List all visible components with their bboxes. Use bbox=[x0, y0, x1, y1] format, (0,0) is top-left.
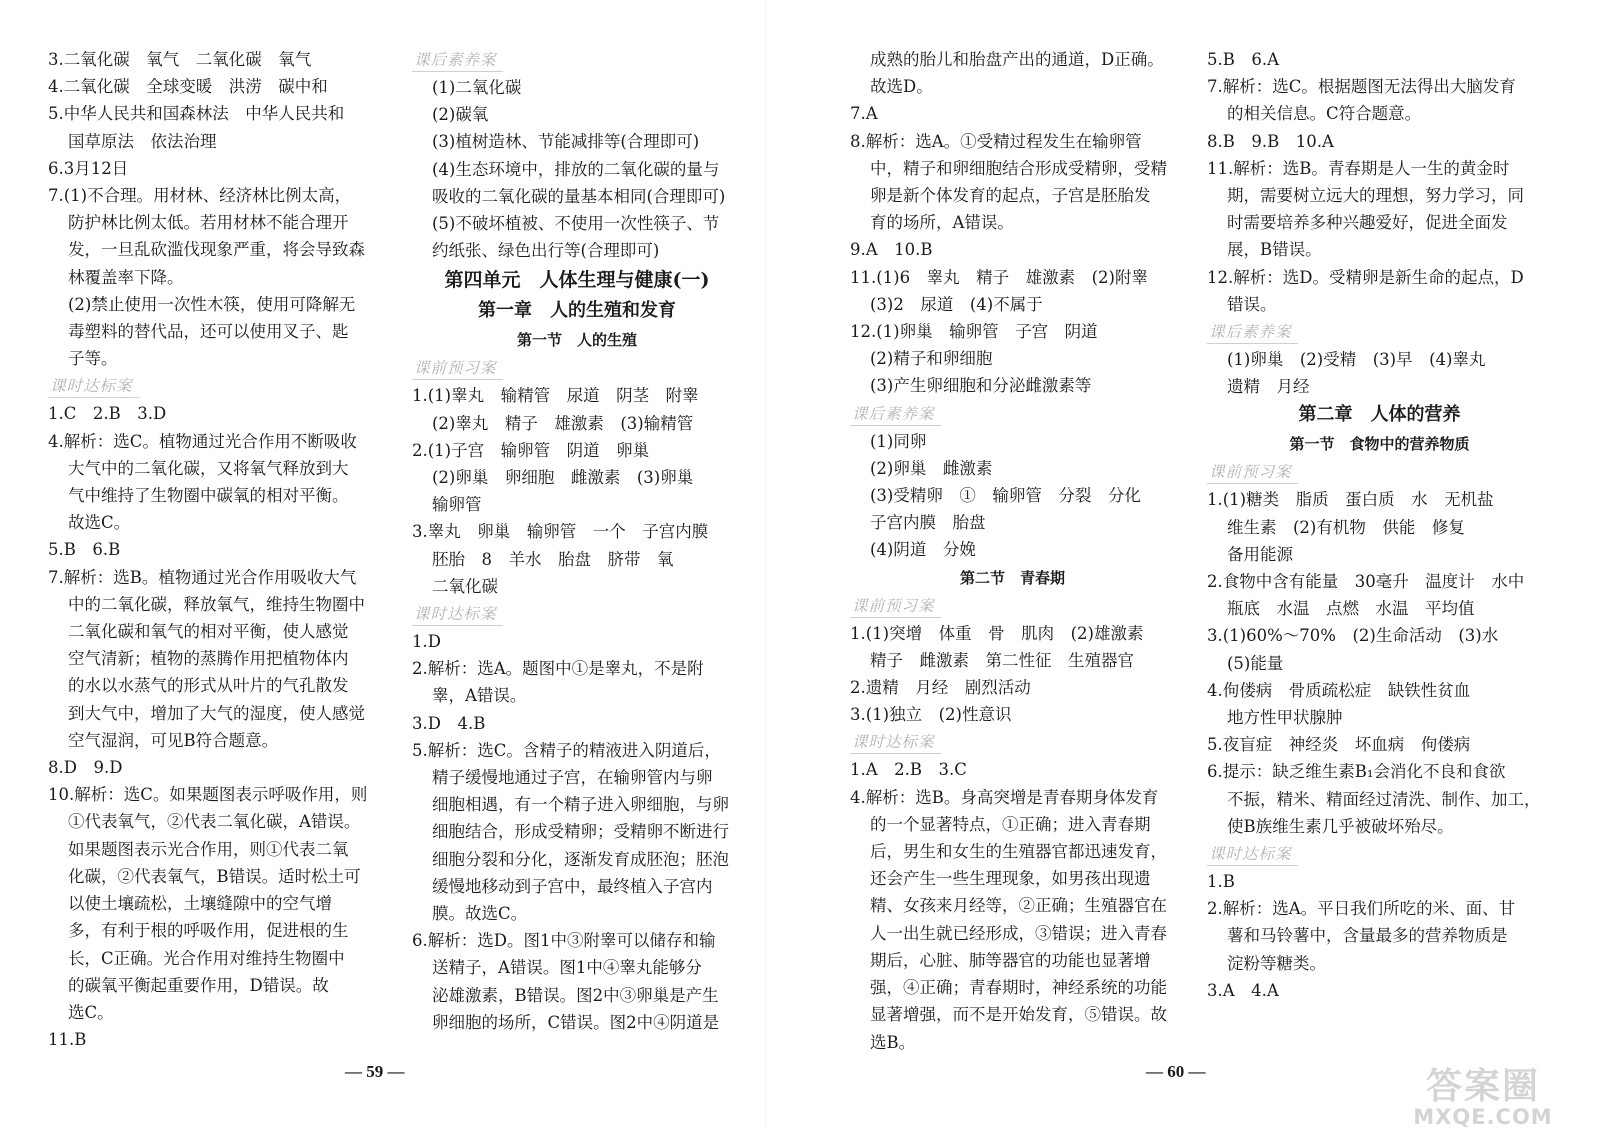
answer-line: 送精子，A错误。图1中④睾丸能够分 bbox=[432, 958, 702, 978]
section-tag-line bbox=[412, 354, 742, 382]
answer-line: 11.(1)6 睾丸 精子 雄激素 (2)附睾 bbox=[850, 267, 1148, 287]
answer-line: 以使土壤疏松，土壤缝隙中的空气增 bbox=[68, 894, 332, 914]
section-tag-line bbox=[1207, 840, 1552, 868]
answer-line: (5)不破坏植被、不使用一次性筷子、节 bbox=[432, 214, 720, 234]
answer-line: 3.(1)独立 (2)性意识 bbox=[850, 705, 1012, 725]
answer-line: 维生素 (2)有机物 供能 修复 bbox=[1227, 517, 1465, 537]
answer-line: 6.解析：选D。图1中③附睾可以储存和输 bbox=[412, 931, 716, 951]
answer-line: 8.解析：选A。①受精过程发生在输卵管 bbox=[850, 131, 1142, 151]
section-tag-line bbox=[850, 728, 1175, 756]
answer-line: 输卵管 bbox=[432, 495, 482, 515]
answer-line: 展，B错误。 bbox=[1227, 240, 1322, 260]
section-tag-line bbox=[48, 372, 393, 400]
answer-line: 精、女孩来月经等，②正确；生殖器官在 bbox=[870, 896, 1167, 916]
answer-line: 5.中华人民共和国森林法 中华人民共和 bbox=[48, 104, 345, 124]
section-tag: 课时达标案 bbox=[48, 376, 139, 398]
answer-line: (3)2 尿道 (4)不属于 bbox=[870, 294, 1043, 314]
answer-line: 化碳，②代表氧气，B错误。适时松土可 bbox=[68, 866, 361, 886]
answer-line: 成熟的胎儿和胎盘产出的通道，D正确。 bbox=[870, 50, 1164, 69]
answer-line: 的一个显著特点，①正确；进入青春期 bbox=[870, 814, 1151, 834]
answer-line: (2)碳氧 bbox=[432, 105, 489, 125]
answer-line: (4)生态环境中，排放的二氧化碳的量与 bbox=[432, 159, 720, 179]
answer-line: 12.(1)卵巢 输卵管 子宫 阴道 bbox=[850, 322, 1098, 342]
left-page-column-2 bbox=[412, 46, 742, 1036]
answer-line: 7.解析：选C。根据题图无法得出大脑发育 bbox=[1207, 77, 1516, 97]
answer-line: 4.佝偻病 骨质疏松症 缺铁性贫血 bbox=[1207, 680, 1471, 700]
right-page-column-2 bbox=[1207, 46, 1552, 1004]
section-tag: 课后素养案 bbox=[412, 50, 503, 72]
answer-line: 1.(1)睾丸 输精管 尿道 阴茎 附睾 bbox=[412, 386, 699, 406]
answer-line: 后，男生和女生的生殖器官都迅速发育， bbox=[870, 842, 1167, 862]
answer-line: 7.(1)不合理。用材林、经济林比例太高， bbox=[48, 186, 352, 206]
section-heading: 第二节 青春期 bbox=[959, 568, 1065, 587]
answer-line: 2.食物中含有能量 30毫升 温度计 水中 bbox=[1207, 572, 1525, 592]
answer-line: 的相关信息。C符合题意。 bbox=[1227, 104, 1422, 124]
answer-line: 国草原法 依法治理 bbox=[68, 131, 217, 151]
answer-line: (2)卵巢 雌激素 bbox=[870, 458, 993, 478]
answer-line: 选C。 bbox=[68, 1002, 114, 1022]
answer-line: 二氧化碳和氧气的相对平衡，使人感觉 bbox=[68, 622, 349, 642]
answer-line: 薯和马铃薯中，含量最多的营养物质是 bbox=[1227, 926, 1508, 946]
section-heading: 第一节 食物中的营养物质 bbox=[1289, 435, 1470, 454]
answer-line: 淀粉等糖类。 bbox=[1227, 953, 1326, 973]
answer-line: (2)卵巢 卵细胞 雌激素 (3)卵巢 bbox=[432, 468, 694, 488]
answer-line: ①代表氧气，②代表二氧化碳，A错误。 bbox=[68, 812, 361, 832]
answer-line: 12.解析：选D。受精卵是新生命的起点，D bbox=[1207, 267, 1524, 287]
section-tag-line bbox=[850, 592, 1175, 620]
answer-line: (4)阴道 分娩 bbox=[870, 540, 976, 560]
section-tag-line bbox=[1207, 318, 1552, 346]
answer-line: 6.3月12日 bbox=[48, 158, 129, 178]
answer-line: 缓慢地移动到子宫中，最终植入子宫内 bbox=[432, 876, 713, 896]
answer-line: (1)卵巢 (2)受精 (3)早 (4)睾丸 bbox=[1227, 350, 1486, 370]
answer-line: 气中维持了生物圈中碳氧的相对平衡。 bbox=[68, 486, 349, 506]
answer-line: 的碳氧平衡起重要作用，D错误。故 bbox=[68, 975, 329, 995]
section-tag: 课前预习案 bbox=[412, 358, 503, 380]
answer-line: 3.(1)60%～70% (2)生命活动 (3)水 bbox=[1207, 626, 1499, 646]
section-tag: 课前预习案 bbox=[850, 596, 941, 618]
chapter-heading: 第二章 人体的营养 bbox=[1298, 404, 1461, 426]
answer-line: 中，精子和卵细胞结合形成受精卵，受精 bbox=[870, 158, 1167, 178]
answer-line: 故选C。 bbox=[68, 513, 131, 533]
page-gutter bbox=[765, 0, 766, 1128]
answer-line: 备用能源 bbox=[1227, 544, 1293, 564]
answer-line: 膜。故选C。 bbox=[432, 904, 528, 924]
answer-line: (3)产生卵细胞和分泌雌激素等 bbox=[870, 376, 1092, 396]
answer-line: 细胞相遇，有一个精子进入卵细胞，与卵 bbox=[432, 795, 729, 815]
answer-line: 显著增强，而不是开始发育，⑤错误。故 bbox=[870, 1005, 1167, 1025]
page-number-right: — 60 — bbox=[1146, 1062, 1206, 1081]
left-page-column-1 bbox=[48, 46, 393, 1053]
answer-line: 多，有利于根的呼吸作用，促进根的生 bbox=[68, 921, 349, 941]
section-tag: 课后素养案 bbox=[850, 404, 941, 426]
answer-line: 2.遗精 月经 剧烈活动 bbox=[850, 678, 1031, 698]
watermark-url: MXQE.COM bbox=[1413, 1105, 1553, 1129]
answer-line: 9.A 10.B bbox=[850, 240, 933, 260]
answer-line: (3)受精卵 ① 输卵管 分裂 分化 bbox=[870, 486, 1141, 506]
answer-line: 3.睾丸 卵巢 输卵管 一个 子宫内膜 bbox=[412, 522, 709, 542]
section-tag: 课后素养案 bbox=[1207, 322, 1298, 344]
answer-line: (3)植树造林、节能减排等(合理即可) bbox=[432, 132, 700, 152]
answer-line: 的水以水蒸气的形式从叶片的气孔散发 bbox=[68, 676, 349, 696]
watermark-logo bbox=[1388, 1068, 1578, 1128]
answer-line: 遗精 月经 bbox=[1227, 377, 1310, 397]
unit-heading: 第四单元 人体生理与健康(一) bbox=[444, 269, 710, 292]
answer-line: 使B族维生素几乎被破坏殆尽。 bbox=[1227, 816, 1454, 836]
answer-line: 3.A 4.A bbox=[1207, 980, 1279, 1000]
section-tag: 课时达标案 bbox=[850, 732, 941, 754]
answer-line: 约纸张、绿色出行等(合理即可) bbox=[432, 241, 660, 261]
answer-line: 5.夜盲症 神经炎 坏血病 佝偻病 bbox=[1207, 735, 1471, 755]
answer-line: 8.D 9.D bbox=[48, 758, 123, 778]
answer-line: 林覆盖率下降。 bbox=[68, 267, 184, 287]
section-tag-line bbox=[412, 46, 742, 74]
answer-line: 3.二氧化碳 氧气 二氧化碳 氧气 bbox=[48, 50, 312, 69]
answer-line: 2.解析：选A。平日我们所吃的米、面、甘 bbox=[1207, 899, 1516, 919]
answer-line: 人一出生就已经形成，③错误；进入青春 bbox=[870, 923, 1167, 943]
answer-line: 细胞分裂和分化，逐渐发育成胚泡；胚泡 bbox=[432, 849, 729, 869]
answer-line: 时需要培养多种兴趣爱好，促进全面发 bbox=[1227, 213, 1508, 233]
answer-line: 5.B 6.B bbox=[48, 540, 121, 560]
answer-line: (1)同卵 bbox=[870, 431, 927, 451]
answer-line: 4.解析：选B。身高突增是青春期身体发育 bbox=[850, 787, 1159, 807]
section-tag: 课时达标案 bbox=[1207, 844, 1298, 866]
answer-line: 还会产生一些生理现象，如男孩出现遗 bbox=[870, 869, 1151, 889]
answer-line: 6.提示：缺乏维生素B₁会消化不良和食欲 bbox=[1207, 762, 1506, 782]
answer-line: 期后，心脏、肺等器官的功能也显著增 bbox=[870, 950, 1151, 970]
answer-line: 不振，精米、精面经过清洗、制作、加工， bbox=[1227, 789, 1541, 809]
answer-line: 卵是新个体发育的起点，子宫是胚胎发 bbox=[870, 186, 1151, 206]
answer-line: 1.C 2.B 3.D bbox=[48, 404, 167, 424]
answer-line: 1.(1)突增 体重 骨 肌肉 (2)雄激素 bbox=[850, 623, 1144, 643]
answer-line: 10.解析：选C。如果题图表示呼吸作用，则 bbox=[48, 785, 368, 805]
answer-line: 精子缓慢地通过子宫，在输卵管内与卵 bbox=[432, 768, 713, 788]
section-tag-line bbox=[412, 600, 742, 628]
answer-line: 期，需要树立远大的理想，努力学习，同 bbox=[1227, 186, 1524, 206]
answer-line: 吸收的二氧化碳的量基本相同(合理即可) bbox=[432, 186, 726, 206]
section-tag: 课时达标案 bbox=[412, 604, 503, 626]
answer-line: 毒塑料的替代品，还可以使用叉子、匙 bbox=[68, 322, 349, 342]
answer-line: 11.B bbox=[48, 1030, 87, 1050]
answer-line: 2.(1)子宫 输卵管 阴道 卵巢 bbox=[412, 440, 650, 460]
answer-line: 子宫内膜 胎盘 bbox=[870, 513, 986, 533]
answer-line: 5.解析：选C。含精子的精液进入阴道后， bbox=[412, 740, 721, 760]
right-page-column-1 bbox=[850, 46, 1175, 1056]
section-heading: 第一节 人的生殖 bbox=[516, 331, 637, 350]
answer-line: 大气中的二氧化碳，又将氧气释放到大 bbox=[68, 458, 349, 478]
answer-line: (2)禁止使用一次性木筷，使用可降解无 bbox=[68, 294, 356, 314]
answer-line: 空气清新；植物的蒸腾作用把植物体内 bbox=[68, 649, 349, 669]
answer-line: 育的场所，A错误。 bbox=[870, 213, 1014, 233]
section-tag-line bbox=[1207, 458, 1552, 486]
answer-line: 睾，A错误。 bbox=[432, 686, 527, 706]
answer-line: 11.解析：选B。青春期是人一生的黄金时 bbox=[1207, 158, 1510, 178]
watermark-title: 答案圈 bbox=[1425, 1066, 1540, 1107]
answer-line: 二氧化碳 bbox=[432, 576, 498, 596]
answer-line: 7.解析：选B。植物通过光合作用吸收大气 bbox=[48, 567, 357, 587]
answer-line: 1.D bbox=[412, 632, 441, 652]
answer-line: 强，④正确；青春期时，神经系统的功能 bbox=[870, 978, 1167, 998]
answer-line: 错误。 bbox=[1227, 294, 1277, 314]
answer-line: 瓶底 水温 点燃 水温 平均值 bbox=[1227, 599, 1475, 619]
answer-line: 空气湿润，可见B符合题意。 bbox=[68, 730, 279, 750]
answer-line: 4.解析：选C。植物通过光合作用不断吸收 bbox=[48, 431, 357, 451]
answer-line: 如果题图表示光合作用，则①代表二氧 bbox=[68, 839, 349, 859]
answer-line: 1.(1)糖类 脂质 蛋白质 水 无机盐 bbox=[1207, 490, 1494, 510]
answer-line: 精子 雌激素 第二性征 生殖器官 bbox=[870, 650, 1134, 670]
answer-line: 1.A 2.B 3.C bbox=[850, 760, 967, 780]
section-tag: 课前预习案 bbox=[1207, 462, 1298, 484]
answer-line: 泌雄激素，B错误。图2中③卵巢是产生 bbox=[432, 985, 719, 1005]
answer-line: 中的二氧化碳，释放氧气，维持生物圈中 bbox=[68, 594, 365, 614]
answer-line: 8.B 9.B 10.A bbox=[1207, 131, 1334, 151]
answer-line: 长，C正确。光合作用对维持生物圈中 bbox=[68, 948, 345, 968]
answer-line: (5)能量 bbox=[1227, 653, 1284, 673]
answer-line: 胚胎 8 羊水 胎盘 脐带 氧 bbox=[432, 549, 674, 569]
answer-line: 防护林比例太低。若用材林不能合理开 bbox=[68, 213, 349, 233]
answer-line: 地方性甲状腺肿 bbox=[1227, 708, 1343, 728]
answer-line: (2)精子和卵细胞 bbox=[870, 349, 993, 369]
chapter-heading: 第一章 人的生殖和发育 bbox=[478, 300, 676, 322]
answer-line: 4.二氧化碳 全球变暖 洪涝 碳中和 bbox=[48, 77, 328, 97]
answer-line: 7.A bbox=[850, 104, 878, 124]
answer-line: (1)二氧化碳 bbox=[432, 78, 522, 97]
answer-line: 3.D 4.B bbox=[412, 713, 486, 733]
answer-line: 1.B bbox=[1207, 872, 1235, 892]
answer-line: 故选D。 bbox=[870, 77, 933, 97]
answer-line: 到大气中，增加了大气的湿度，使人感觉 bbox=[68, 703, 365, 723]
section-tag-line bbox=[850, 400, 1175, 428]
answer-line: 子等。 bbox=[68, 349, 118, 369]
answer-line: 细胞结合，形成受精卵；受精卵不断进行 bbox=[432, 822, 729, 842]
answer-line: 2.解析：选A。题图中①是睾丸，不是附 bbox=[412, 659, 704, 679]
page-number-left: — 59 — bbox=[345, 1062, 405, 1081]
answer-line: 卵细胞的场所，C错误。图2中④阴道是 bbox=[432, 1012, 720, 1032]
answer-line: 5.B 6.A bbox=[1207, 50, 1280, 69]
answer-line: (2)睾丸 精子 雄激素 (3)输精管 bbox=[432, 413, 694, 433]
answer-line: 选B。 bbox=[870, 1032, 916, 1052]
answer-line: 发，一旦乱砍滥伐现象严重，将会导致森 bbox=[68, 240, 365, 260]
